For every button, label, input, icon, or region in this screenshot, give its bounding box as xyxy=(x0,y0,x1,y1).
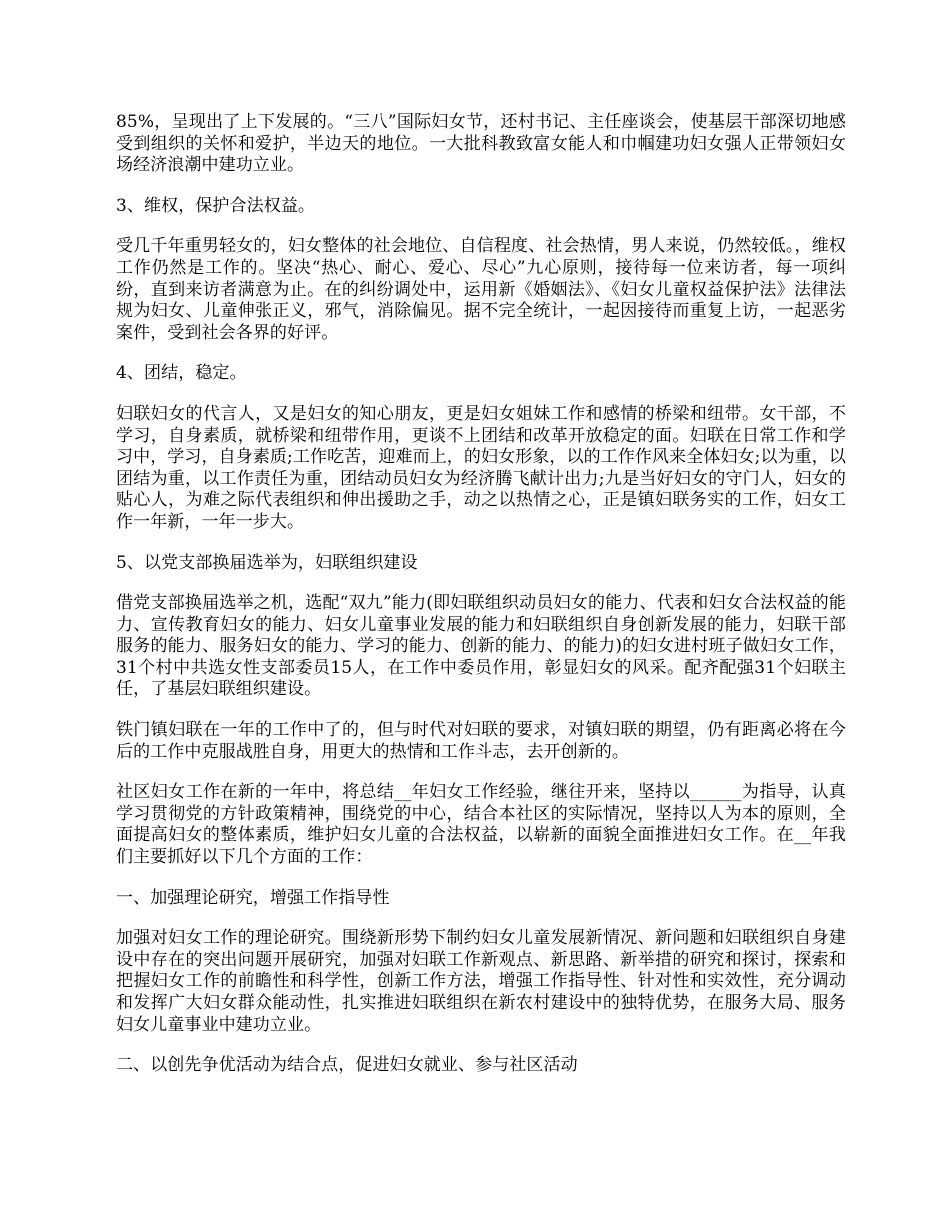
paragraph: 借党支部换届选举之机，选配“双九”能力(即妇联组织动员妇女的能力、代表和妇女合法权益的能力、宣传教育妇女的能力、妇女儿童事业发展的能力和妇联组织自身创新发展的能力，妇联干部服务的能力、服务妇女的能力、学习的能力、创新的能力、的能力)的妇女进村班子做妇女工作，31个村中共选女性支部委员15人，在工作中委员作用，彰显妇女的风采。配齐配强31个妇联主任，了基层妇联组织建设。 xyxy=(116,593,846,700)
section-heading: 一、加强理论研究，增强工作指导性 xyxy=(116,887,390,908)
paragraph: 妇联妇女的代言人，又是妇女的知心朋友，更是妇女姐妹工作和感情的桥梁和纽带。女干部，不学习，自身素质，就桥梁和纽带作用，更谈不上团结和改革开放稳定的面。妇联在日常工作和学习中，学习，自身素质;工作吃苦，迎难而上，的妇女形象，以的工作作风来全体妇女;以为重，以团结为重，以工作责任为重，团结动员妇女为经济腾飞献计出力;九是当好妇女的守门人，妇女的贴心人，为难之际代表组织和伸出援助之手，动之以热情之心，正是镇妇联务实的工作，妇女工作一年新，一年一步大。 xyxy=(116,403,846,532)
paragraph: 社区妇女工作在新的一年中，将总结__年妇女工作经验，继往开来，坚持以______为指导，认真学习贯彻党的方针政策精神，围绕党的中心，结合本社区的实际情况，坚持以人为本的原则，全面提高妇女的整体素质，维护妇女儿童的合法权益，以崭新的面貌全面推进妇女工作。在__年我们主要抓好以下几个方面的工作： xyxy=(116,782,846,868)
paragraph: 受几千年重男轻女的，妇女整体的社会地位、自信程度、社会热情，男人来说，仍然较低。，维权工作仍然是工作的。坚决“热心、耐心、爱心、尽心”九心原则，接待每一位来访者，每一项纠纷，直到来访者满意为止。在的纠纷调处中，运用新《婚姻法》、《妇女儿童权益保护法》法律法规为妇女、儿童伸张正义，邪气，消除偏见。据不完全统计，一起因接待而重复上访，一起恶劣案件，受到社会各界的好评。 xyxy=(116,236,846,343)
paragraph: 加强对妇女工作的理论研究。围绕新形势下制约妇女儿童发展新情况、新问题和妇联组织自身建设中存在的突出问题开展研究，加强对妇联工作新观点、新思路、新举措的研究和探讨，探索和把握妇女工作的前瞻性和科学性，创新工作方法，增强工作指导性、针对性和实效性，充分调动和发挥广大妇女群众能动性，扎实推进妇联组织在新农村建设中的独特优势，在服务大局、服务妇女儿童事业中建功立业。 xyxy=(116,928,846,1035)
section-heading: 3、维权，保护合法权益。 xyxy=(116,195,316,216)
section-heading: 4、团结，稳定。 xyxy=(116,363,247,384)
section-heading: 二、以创先争优活动为结合点，促进妇女就业、参与社区活动 xyxy=(116,1055,578,1076)
paragraph: 铁门镇妇联在一年的工作中了的，但与时代对妇联的要求，对镇妇联的期望，仍有距离必将在今后的工作中克服战胜自身，用更大的热情和工作斗志，去开创新的。 xyxy=(116,720,846,762)
section-heading: 5、以党支部换届选举为，妇联组织建设 xyxy=(116,552,418,573)
document-page xyxy=(116,112,846,1096)
paragraph: 85%，呈现出了上下发展的。“三八”国际妇女节，还村书记、主任座谈会，使基层干部深切地感受到组织的关怀和爱护，半边天的地位。一大批科教致富女能人和巾帼建功妇女强人正带领妇女场经济浪潮中建功立业。 xyxy=(116,112,846,176)
